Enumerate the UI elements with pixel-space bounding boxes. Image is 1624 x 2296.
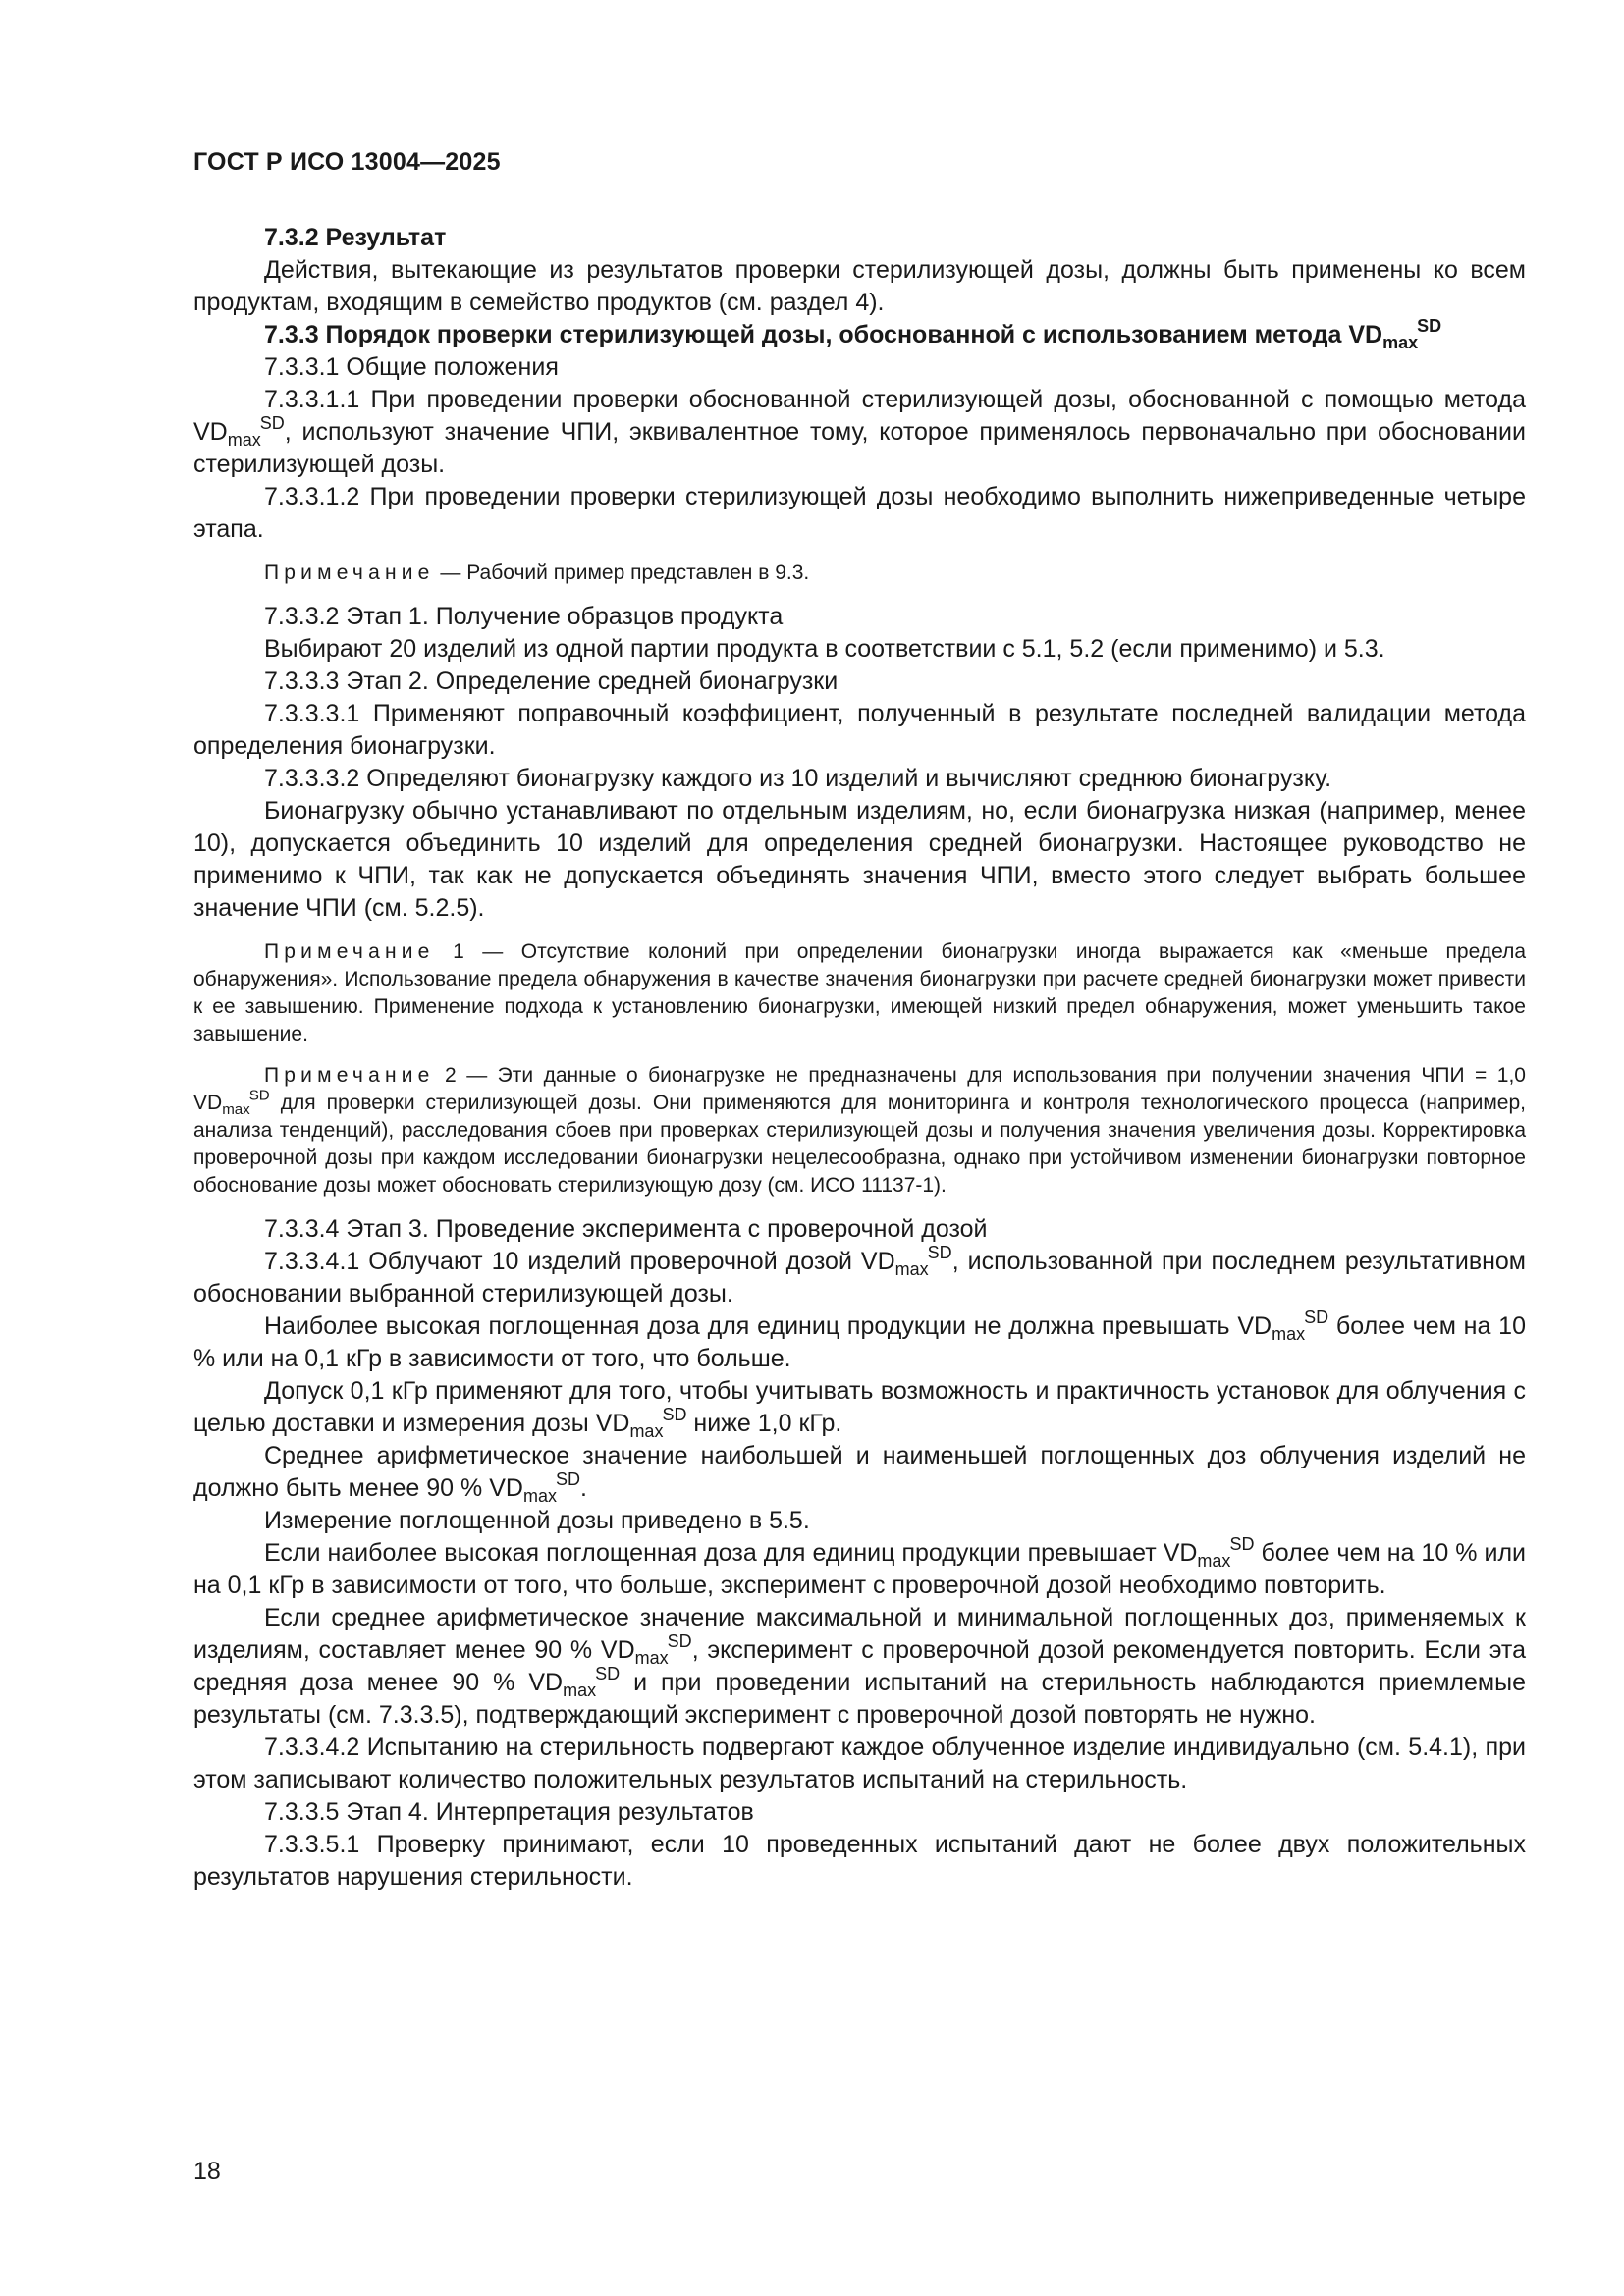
note-label: Примечание <box>264 561 435 584</box>
paragraph: 7.3.3.1 Общие положения <box>264 353 559 381</box>
vdmax-sd-symbol: $VD_{max}^{SD}$ <box>1348 315 1442 353</box>
vdmax-sd-symbol: $VD_{max}^{SD}$ <box>489 1468 580 1507</box>
note: Примечание — Рабочий пример представлен в 9.3. <box>264 561 810 584</box>
note: Примечание 1 — Отсутствие колоний при определении бионагрузки иногда выражается как «меньше предела обнаружения». Использование предела обнаружения в качестве значения бионагрузки при расчете средней бионагрузки может привести к ее завышению. Применение подхода к установлению бионагрузки, имеющей низкий предел обнаружения, может уменьшить такое завышение. <box>193 940 1526 1045</box>
note: Примечание 2 — Эти данные о бионагрузке не предназначены для использования при получении значения ЧПИ = 1,0 $VD_{max}^{SD}$ для проверки стерилизующей дозы. Они применяются для мониторинга и контроля технологического процесса (например, анализа тенденций), расследования сбоев при проверках стерилизующей дозы и получения значения увеличения дозы. Корректировка проверочной дозы при каждом исследовании бионагрузки нецелесообразна, однако при устойчивом изменении бионагрузки повторное обоснование дозы может обосновать стерилизующую дозу (см. ИСО 11137-1). <box>193 1064 1526 1197</box>
paragraph: 7.3.3.4 Этап 3. Проведение эксперимента с проверочной дозой <box>264 1215 988 1243</box>
section-heading-7-3-2: 7.3.2 Результат <box>264 224 447 251</box>
paragraph: 7.3.3.2 Этап 1. Получение образцов продукта <box>264 603 784 630</box>
vdmax-sd-symbol: $VD_{max}^{SD}$ <box>528 1663 621 1701</box>
paragraph: Бионагрузку обычно устанавливают по отдельным изделиям, но, если бионагрузка низкая (например, менее 10), допускается объединить 10 изделий для определения средней бионагрузки. Настоящее руководство не применимо к ЧПИ, так как не допускается объединять значения ЧПИ, вместо этого следует выбрать большее значение ЧПИ (см. 5.2.5). <box>193 797 1526 922</box>
paragraph: Выбирают 20 изделий из одной партии продукта в соответствии с 5.1, 5.2 (если применимо) и 5.3. <box>264 635 1385 663</box>
paragraph: 7.3.3.1.1 При проведении проверки обоснованной стерилизующей дозы, обоснованной с помощью метода $VD_{max}^{SD}$, используют значение ЧПИ, эквивалентное тому, которое применялось первоначально при обосновании стерилизующей дозы. <box>193 386 1526 478</box>
paragraph: 7.3.3.3.2 Определяют бионагрузку каждого из 10 изделий и вычисляют среднюю бионагрузку. <box>264 765 1332 792</box>
paragraph: Допуск 0,1 кГр применяют для того, чтобы учитывать возможность и практичность установок для облучения с целью доставки и измерения дозы $VD_{max}^{SD}$ ниже 1,0 кГр. <box>193 1377 1526 1442</box>
note-label: Примечание <box>264 1064 435 1087</box>
paragraph: 7.3.3.5 Этап 4. Интерпретация результатов <box>264 1798 754 1826</box>
paragraph: Если среднее арифметическое значение максимальной и минимальной поглощенных доз, применяемых к изделиям, составляет менее 90 % $VD_{max}^{SD}$, эксперимент с проверочной дозой рекомендуется повторить. Если эта средняя доза менее 90 % $VD_{max}^{SD}$ и при проведении испытаний на стерильность наблюдаются приемлемые результаты (см. 7.3.3.5), подтверждающий эксперимент с проверочной дозой повторять не нужно. <box>193 1604 1526 1729</box>
paragraph: Наиболее высокая поглощенная доза для единиц продукции не должна превышать $VD_{max}^{SD}$ более чем на 10 % или на 0,1 кГр в зависимости от того, что больше. <box>193 1307 1526 1372</box>
vdmax-sd-symbol: $VD_{max}^{SD}$ <box>1163 1533 1255 1572</box>
vdmax-sd-symbol: $VD_{max}^{SD}$ <box>193 1087 270 1119</box>
paragraph: 7.3.3.4.1 Облучают 10 изделий проверочной дозой $VD_{max}^{SD}$, использованной при последнем результативном обосновании выбранной стерилизующей дозы. <box>193 1242 1526 1308</box>
note-label: Примечание <box>264 940 435 963</box>
section-heading-7-3-3: 7.3.3 Порядок проверки стерилизующей дозы, обоснованной с использованием метода $VD_{max}^{SD}$ <box>264 315 1442 353</box>
paragraph: 7.3.3.3 Этап 2. Определение средней бионагрузки <box>264 667 839 695</box>
paragraph: 7.3.3.5.1 Проверку принимают, если 10 проведенных испытаний дают не более двух положительных результатов нарушения стерильности. <box>193 1831 1526 1891</box>
paragraph: Измерение поглощенной дозы приведено в 5.5. <box>264 1507 810 1534</box>
vdmax-sd-symbol: $VD_{max}^{SD}$ <box>1237 1307 1329 1345</box>
document-header: ГОСТ Р ИСО 13004—2025 <box>193 148 501 176</box>
page-number: 18 <box>193 2158 221 2185</box>
paragraph: 7.3.3.4.2 Испытанию на стерильность подвергают каждое облученное изделие индивидуально (см. 5.4.1), при этом записывают количество положительных результатов испытаний на стерильность. <box>193 1734 1526 1793</box>
document-body <box>193 222 1526 1894</box>
vdmax-sd-symbol: $VD_{max}^{SD}$ <box>595 1404 687 1442</box>
vdmax-sd-symbol: $VD_{max}^{SD}$ <box>193 412 285 451</box>
paragraph: Если наиболее высокая поглощенная доза для единиц продукции превышает $VD_{max}^{SD}$ более чем на 10 % или на 0,1 кГр в зависимости от того, что больше, эксперимент с проверочной дозой необходимо повторить. <box>193 1533 1527 1599</box>
paragraph: 7.3.3.1.2 При проведении проверки стерилизующей дозы необходимо выполнить нижеприведенные четыре этапа. <box>193 483 1526 543</box>
paragraph: Действия, вытекающие из результатов проверки стерилизующей дозы, должны быть применены ко всем продуктам, входящим в семейство продуктов (см. раздел 4). <box>193 256 1526 316</box>
paragraph: 7.3.3.3.1 Применяют поправочный коэффициент, полученный в результате последней валидации метода определения бионагрузки. <box>193 700 1526 760</box>
paragraph: Среднее арифметическое значение наибольшей и наименьшей поглощенных доз облучения изделий не должно быть менее 90 % $VD_{max}^{SD}$. <box>193 1442 1526 1507</box>
vdmax-sd-symbol: $VD_{max}^{SD}$ <box>860 1242 952 1280</box>
vdmax-sd-symbol: $VD_{max}^{SD}$ <box>600 1630 692 1669</box>
